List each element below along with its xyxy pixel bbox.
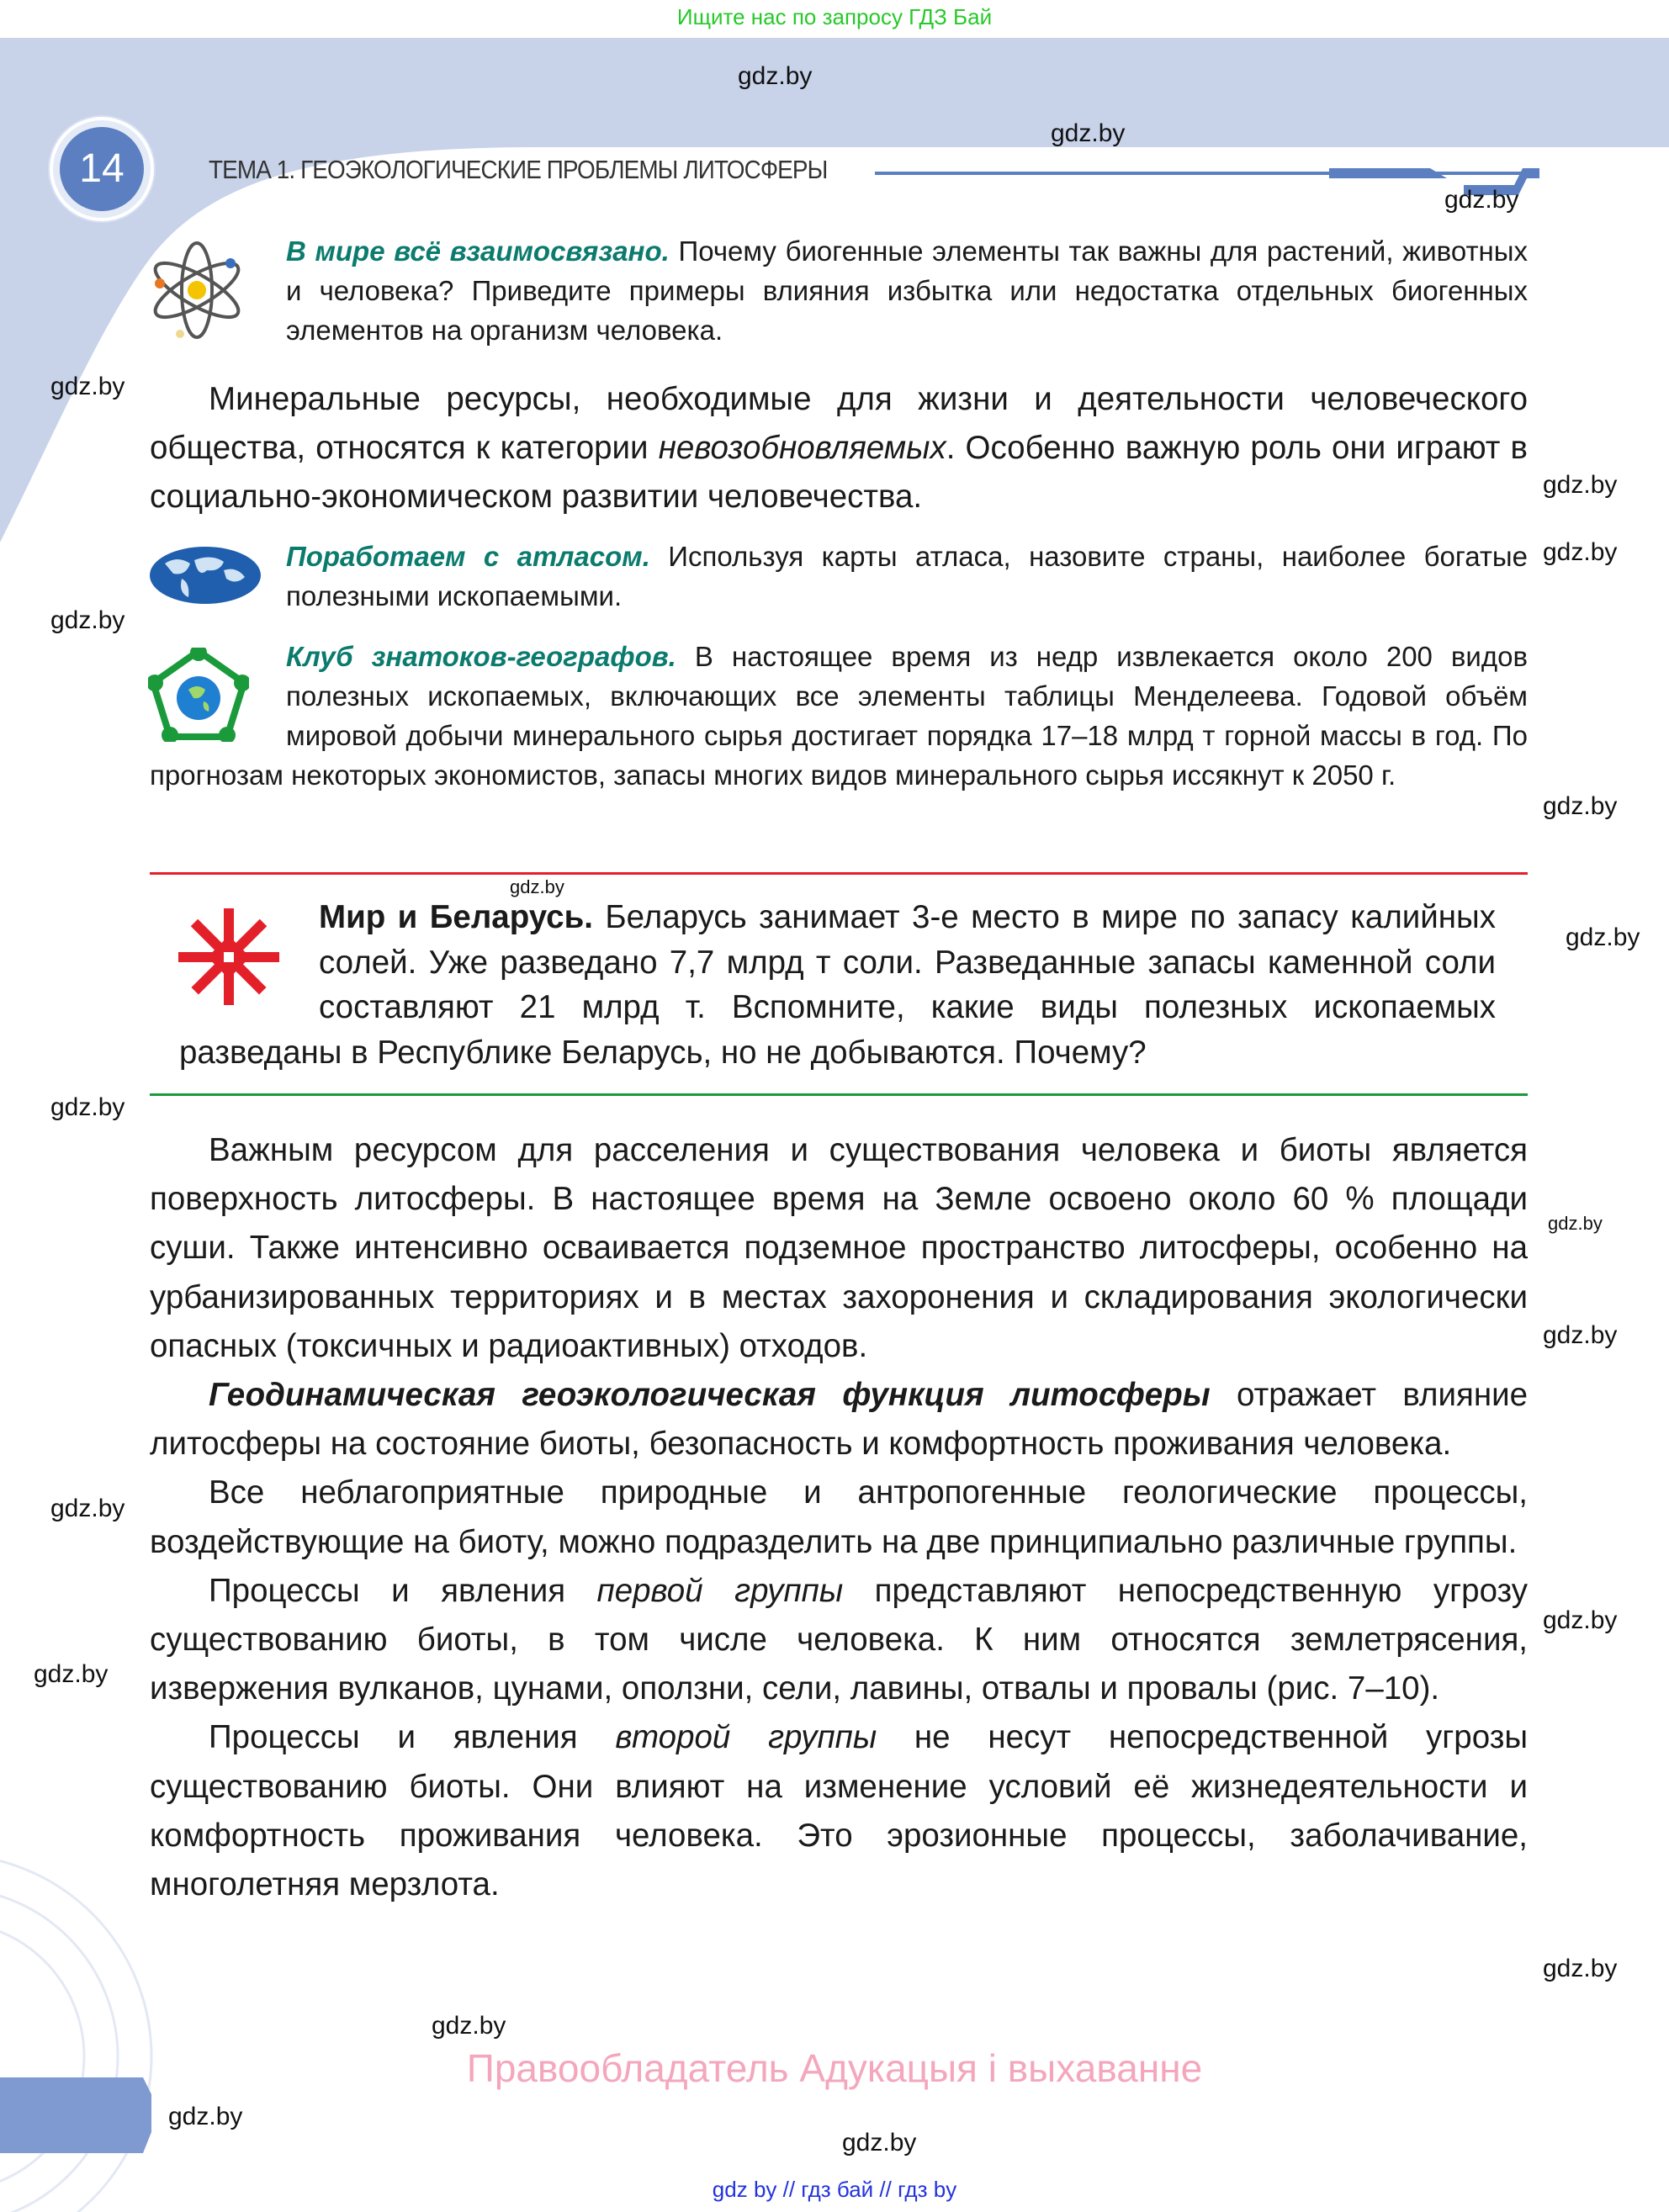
minerals-paragraph <box>150 375 1528 522</box>
copyright-notice: Правообладатель Адукацыя і выхаванне <box>466 2046 1203 2090</box>
second-group-text: Процессы и явления <box>209 1719 616 1756</box>
banner-text: Ищите нас по запросу ГДЗ Бай <box>676 4 993 29</box>
paragraph-geodynamic <box>150 1371 1528 1468</box>
club-task <box>150 637 1528 795</box>
globe-map-icon <box>148 545 262 606</box>
watermark: gdz.by <box>50 1495 125 1522</box>
paragraph-second-group <box>150 1713 1528 1909</box>
paragraph-first-group <box>150 1567 1528 1714</box>
watermark: gdz.by <box>1543 792 1618 820</box>
title-divider <box>875 172 1531 175</box>
main-text <box>150 1126 1528 1909</box>
connected-task <box>286 231 1528 350</box>
watermark: gdz.by <box>168 2103 243 2130</box>
paragraph-processes: Все неблагоприятные природные и антропогенные геологические процессы, воздействующие на биоту, можно подразделить на две принципиально различные группы. <box>150 1474 1528 1560</box>
page-number: 14 <box>60 127 144 211</box>
first-group-text-end: представляют непосредственную угрозу существованию биоты, в том числе человека. К ним относятся землетрясения, извержения вулканов, цунами, оползни, сели, лавины, отвалы и провалы (рис. 7–10). <box>150 1572 1529 1707</box>
club-heading: Клуб знатоков-географов. <box>286 641 676 672</box>
minerals-term: невозобновляемых <box>658 430 946 467</box>
watermark: gdz.by <box>510 876 564 897</box>
red-divider <box>150 872 1528 875</box>
watermark: gdz.by <box>738 62 813 90</box>
watermark: gdz.by <box>1543 538 1618 566</box>
atom-icon <box>150 240 244 341</box>
connected-text: Почему биогенные элементы так важны для растений, животных и человека? Приведите примеры влияния избытка или недостатка отдельных биогенных элементов на организм человека. <box>286 235 1528 346</box>
club-text: В настоящее время из недр извлекается около 200 видов полезных ископаемых, включающих все элементы таблицы Менделеева. Годовой объём мировой добычи минерального сырья достигает порядка 17–18 млрд т горной массы в год. По прогнозам некоторых экономистов, запасы многих видов минерального сырья иссякнут к 2050 г. <box>150 641 1529 791</box>
belarus-heading: Мир и Беларусь. <box>319 899 593 935</box>
first-group-text: Процессы и явления <box>209 1572 597 1609</box>
green-divider <box>150 1093 1528 1096</box>
watermark: gdz.by <box>1548 1213 1603 1234</box>
watermark: gdz.by <box>1051 119 1126 147</box>
watermark: gdz.by <box>842 2129 917 2156</box>
watermark: gdz.by <box>34 1660 109 1688</box>
watermark: gdz.by <box>50 606 125 634</box>
paragraph-surface: Важным ресурсом для расселения и существования человека и биоты является поверхность литосферы. В настоящее время на Земле освоено около 60 % площади суши. Также интенсивно осваивается подземное пространство литосферы, особенно на урбанизированных территориях и в местах захоронения и складирования экологически опасных (токсичных и радиоактивных) отходов. <box>150 1132 1528 1364</box>
geodynamic-text: отражает влияние литосферы на состояние биоты, безопасность и комфортность проживания человека. <box>150 1377 1528 1463</box>
first-group-term: первой группы <box>596 1572 844 1609</box>
watermark: gdz.by <box>1543 1606 1618 1634</box>
watermark: gdz.by <box>1566 923 1640 951</box>
belarus-text: Беларусь занимает 3-е место в мире по запасу калийных солей. Уже разведано 7,7 млрд т соли. Разведанные запасы каменной соли составляют 21 млрд т. Вспомните, какие виды полезных ископаемых разведаны в Республике Беларусь, но не добываются. Почему? <box>179 899 1496 1072</box>
watermark: gdz.by <box>50 1093 125 1121</box>
watermark: gdz.by <box>50 373 125 400</box>
connected-heading: В мире всё взаимосвязано. <box>286 235 670 267</box>
watermark: gdz.by <box>1543 1955 1618 1982</box>
watermark: gdz.by <box>1444 186 1519 214</box>
minerals-text: Минеральные ресурсы, необходимые для жизни и деятельности человеческого общества, относятся к категории <box>150 381 1528 467</box>
atlas-task <box>286 537 1528 616</box>
watermark: gdz.by <box>432 2012 506 2040</box>
belarus-task <box>179 895 1496 1076</box>
watermark: gdz.by <box>1543 471 1618 499</box>
watermark: gdz.by <box>1543 1321 1618 1349</box>
second-group-term: второй группы <box>615 1719 877 1756</box>
atlas-text: Используя карты атласа, назовите страны, наиболее богатые полезными ископаемыми. <box>286 541 1529 611</box>
atlas-heading: Поработаем с атласом. <box>286 541 650 572</box>
geodynamic-term: Геодинамическая геоэкологическая функция литосферы <box>209 1377 1211 1414</box>
minerals-text-end: . Особенно важную роль они играют в социально-экономическом развитии человечества. <box>150 430 1528 516</box>
second-group-text-end: не несут непосредственной угрозы существованию биоты. Они влияют на изменение условий её жизнедеятельности и комфортность проживания человека. Это эрозионные процессы, заболачивание, многолетняя мерзлота. <box>150 1719 1529 1903</box>
search-banner <box>0 0 1669 38</box>
chapter-title: ТЕМА 1. ГЕОЭКОЛОГИЧЕСКИЕ ПРОБЛЕМЫ ЛИТОСФЕРЫ <box>209 155 828 184</box>
footer-links[interactable]: gdz by // гдз бай // гдз by <box>712 2177 957 2202</box>
